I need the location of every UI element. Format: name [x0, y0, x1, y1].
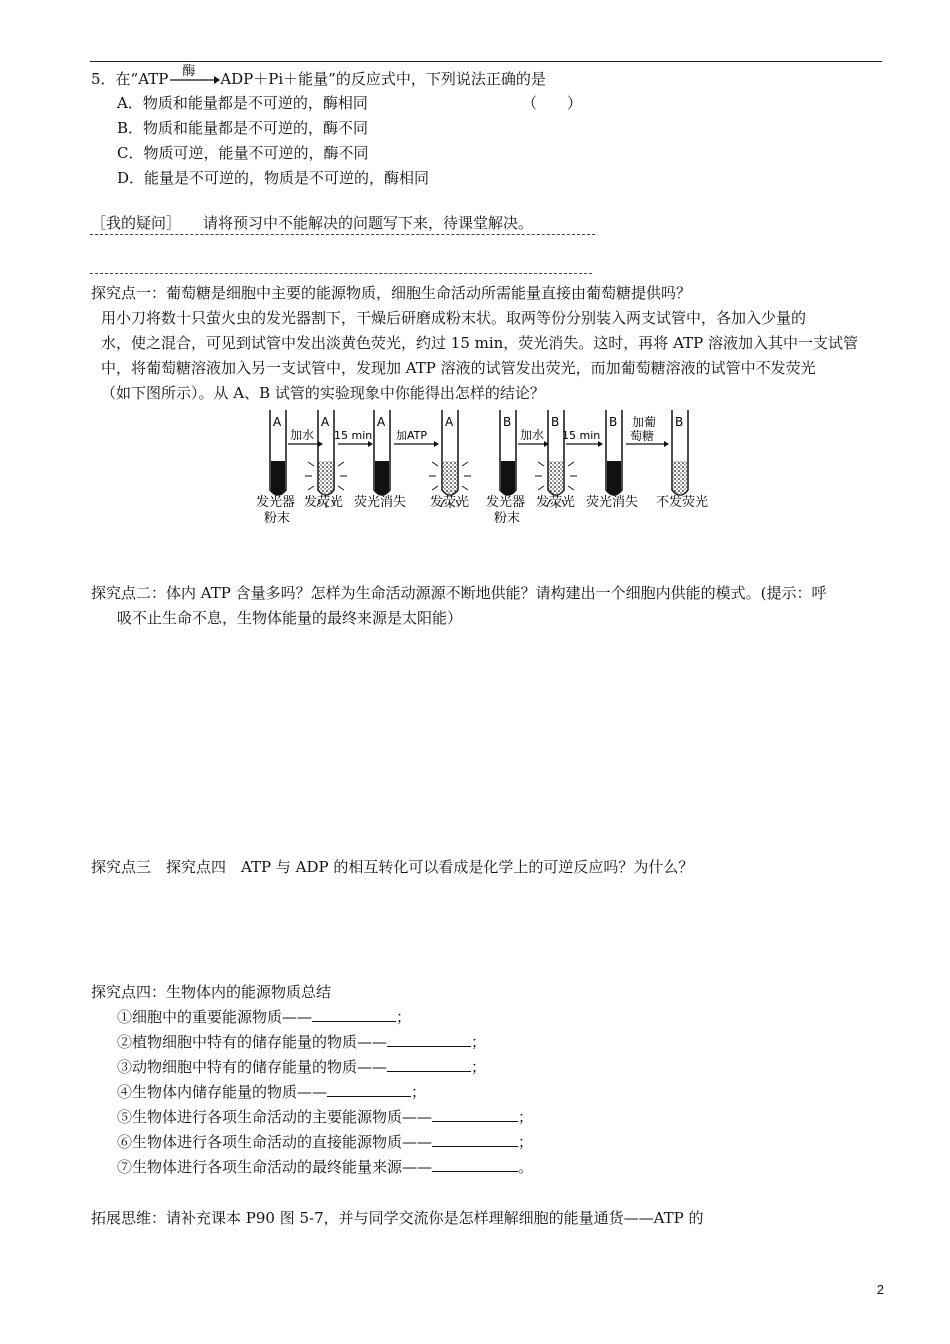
caption-powder-a-1: 发光器 — [256, 495, 296, 510]
tube-b-powder — [500, 410, 516, 495]
doubt-line — [91, 212, 533, 233]
explore3-text: 探究点三 探究点四 ATP 与 ADP 的相互转化可以看成是化学上的可逆反应吗？为什么？ — [91, 858, 694, 876]
tube-a-label-1: A — [273, 415, 282, 429]
svg-text:加水: 加水 — [520, 428, 545, 442]
summary-blank-2[interactable] — [387, 1032, 471, 1047]
svg-text:加水: 加水 — [290, 428, 315, 442]
tube-b-label-4: B — [675, 415, 684, 429]
reaction-arrow-icon — [168, 73, 220, 87]
enzyme-label: 酶 — [182, 64, 196, 79]
summary-blank-4[interactable] — [327, 1082, 411, 1097]
summary-item-6-end: ； — [518, 1133, 534, 1151]
tube-a-atp-glowing — [429, 410, 471, 508]
caption-vanish-a: 荧光消失 — [354, 495, 407, 510]
caption-powder-a-2: 粉末 — [264, 511, 291, 526]
extend-text: 拓展思维：请补充课本 P90 图 5-7，并与同学交流你是怎样理解细胞的能量通货——ATP 的 — [91, 1209, 704, 1227]
stem-prefix: 5．在“ATP — [91, 70, 169, 88]
explore1-line-1: 用小刀将数十只萤火虫的发光器割下，干燥后研磨成粉末状。取两等份分别装入两支试管中，各加入少量的 — [101, 309, 807, 327]
explore1-line-3: 中，将葡萄糖溶液加入另一支试管中，发现加 ATP 溶液的试管发出荧光，而加葡萄糖溶液的试管中不发荧光 — [101, 359, 816, 377]
arrow-add-glucose — [626, 414, 669, 447]
summary-item-1-end: ； — [396, 1008, 412, 1026]
summary-item-2-text: ②植物细胞中特有的储存能量的物质—— — [117, 1033, 388, 1051]
summary-item-1-text: ①细胞中的重要能源物质—— — [117, 1008, 313, 1026]
arrow-15min-b — [562, 429, 603, 447]
svg-text:15 min: 15 min — [334, 429, 373, 442]
summary-item-4-end: ； — [411, 1083, 427, 1101]
summary-item-6-text: ⑥生物体进行各项生命活动的直接能源物质—— — [117, 1133, 433, 1151]
firefly-experiment-figure — [254, 406, 734, 536]
doubt-text: 请将预习中不能解决的问题写下来，待课堂解决。 — [203, 214, 534, 232]
option-c: C．物质可逆，能量不可逆的，酶不同 — [117, 144, 369, 162]
caption-powder-b-1: 发光器 — [486, 495, 526, 510]
summary-blank-5[interactable] — [432, 1107, 518, 1122]
summary-blank-6[interactable] — [432, 1132, 518, 1147]
stem-suffix: ADP＋Pi＋能量”的反应式中，下列说法正确的是 — [220, 70, 546, 88]
summary-item-7 — [117, 1156, 533, 1177]
header-rule — [90, 61, 882, 62]
figure-captions — [256, 494, 708, 526]
tube-a-powder — [270, 410, 286, 495]
tube-b-glowing — [535, 410, 577, 508]
summary-item-3-end: ； — [471, 1058, 487, 1076]
svg-text:15 min: 15 min — [562, 429, 601, 442]
explore1-line-4: （如下图所示）。从 A、B 试管的实验现象中你能得出怎样的结论？ — [101, 384, 545, 402]
tube-b-label-2: B — [551, 415, 560, 429]
option-a: A．物质和能量都是不可逆的，酶相同 — [117, 94, 368, 112]
caption-glow-b: 发荧光 — [536, 495, 576, 510]
explore4-title: 探究点四：生物体内的能源物质总结 — [91, 983, 332, 1001]
summary-blank-3[interactable] — [387, 1057, 471, 1072]
summary-item-7-end: 。 — [518, 1158, 534, 1176]
option-b: B．物质和能量都是不可逆的，酶不同 — [117, 119, 369, 137]
arrow-add-water-b — [518, 427, 549, 447]
summary-item-3-text: ③动物细胞中特有的储存能量的物质—— — [117, 1058, 388, 1076]
explore1-line-2: 水，使之混合，可见到试管中发出淡黄色荧光，约过 15 min，荧光消失。这时，再将 ATP 溶液加入其中一支试管 — [101, 334, 858, 352]
arrow-add-atp — [394, 428, 439, 447]
doubt-dash-1 — [90, 234, 595, 235]
tube-a-label-2: A — [321, 415, 330, 429]
caption-vanish-b: 荧光消失 — [586, 495, 639, 510]
page-number: 2 — [876, 1282, 884, 1297]
summary-item-5-text: ⑤生物体进行各项生命活动的主要能源物质—— — [117, 1108, 433, 1126]
summary-item-1 — [117, 1006, 411, 1027]
arrow-15min-a — [334, 429, 373, 447]
tube-a-vanished — [374, 410, 390, 495]
summary-item-2-end: ； — [471, 1033, 487, 1051]
summary-item-2 — [117, 1031, 486, 1052]
summary-blank-1[interactable] — [312, 1007, 396, 1022]
summary-item-6 — [117, 1131, 533, 1152]
doubt-label: ［我的疑问］ — [91, 214, 182, 232]
option-d: D．能量是不可逆的，物质是不可逆的，酶相同 — [117, 169, 430, 187]
tube-a-label-3: A — [377, 415, 386, 429]
explore2-line-1: 探究点二：体内 ATP 含量多吗？怎样为生命活动源源不断地供能？请构建出一个细胞内供能的模式。(提示：呼 — [91, 584, 827, 602]
answer-paren: （ ） — [522, 94, 583, 112]
explore2-line-2: 吸不止生命不息，生物体能量的最终来源是太阳能） — [117, 609, 463, 627]
summary-blank-7[interactable] — [432, 1157, 518, 1172]
question-5-stem — [91, 64, 546, 89]
tube-b-label-3: B — [609, 415, 618, 429]
summary-item-5 — [117, 1106, 533, 1127]
tube-a-glowing — [305, 410, 347, 508]
svg-text:加葡: 加葡 — [632, 415, 657, 429]
svg-text:加ATP: 加ATP — [396, 429, 428, 442]
enzyme-arrow — [168, 64, 220, 87]
caption-glow-a-atp: 发荧光 — [430, 495, 470, 510]
summary-item-5-end: ； — [518, 1108, 534, 1126]
svg-text:萄糖: 萄糖 — [630, 429, 655, 443]
caption-noglow-b: 不发荧光 — [656, 495, 709, 510]
summary-item-4-text: ④生物体内储存能量的物质—— — [117, 1083, 328, 1101]
doubt-dash-2 — [90, 273, 592, 274]
summary-item-3 — [117, 1056, 486, 1077]
tube-b-label-1: B — [503, 415, 512, 429]
tube-b-vanished — [606, 410, 622, 495]
tube-b-no-glow — [672, 410, 688, 495]
caption-powder-b-2: 粉末 — [494, 511, 521, 526]
tube-a-label-4: A — [445, 415, 454, 429]
caption-glow-a: 发荧光 — [304, 495, 344, 510]
summary-item-7-text: ⑦生物体进行各项生命活动的最终能量来源—— — [117, 1158, 433, 1176]
summary-item-4 — [117, 1081, 426, 1102]
explore1-title: 探究点一：葡萄糖是细胞中主要的能源物质，细胞生命活动所需能量直接由葡萄糖提供吗？ — [91, 284, 692, 302]
